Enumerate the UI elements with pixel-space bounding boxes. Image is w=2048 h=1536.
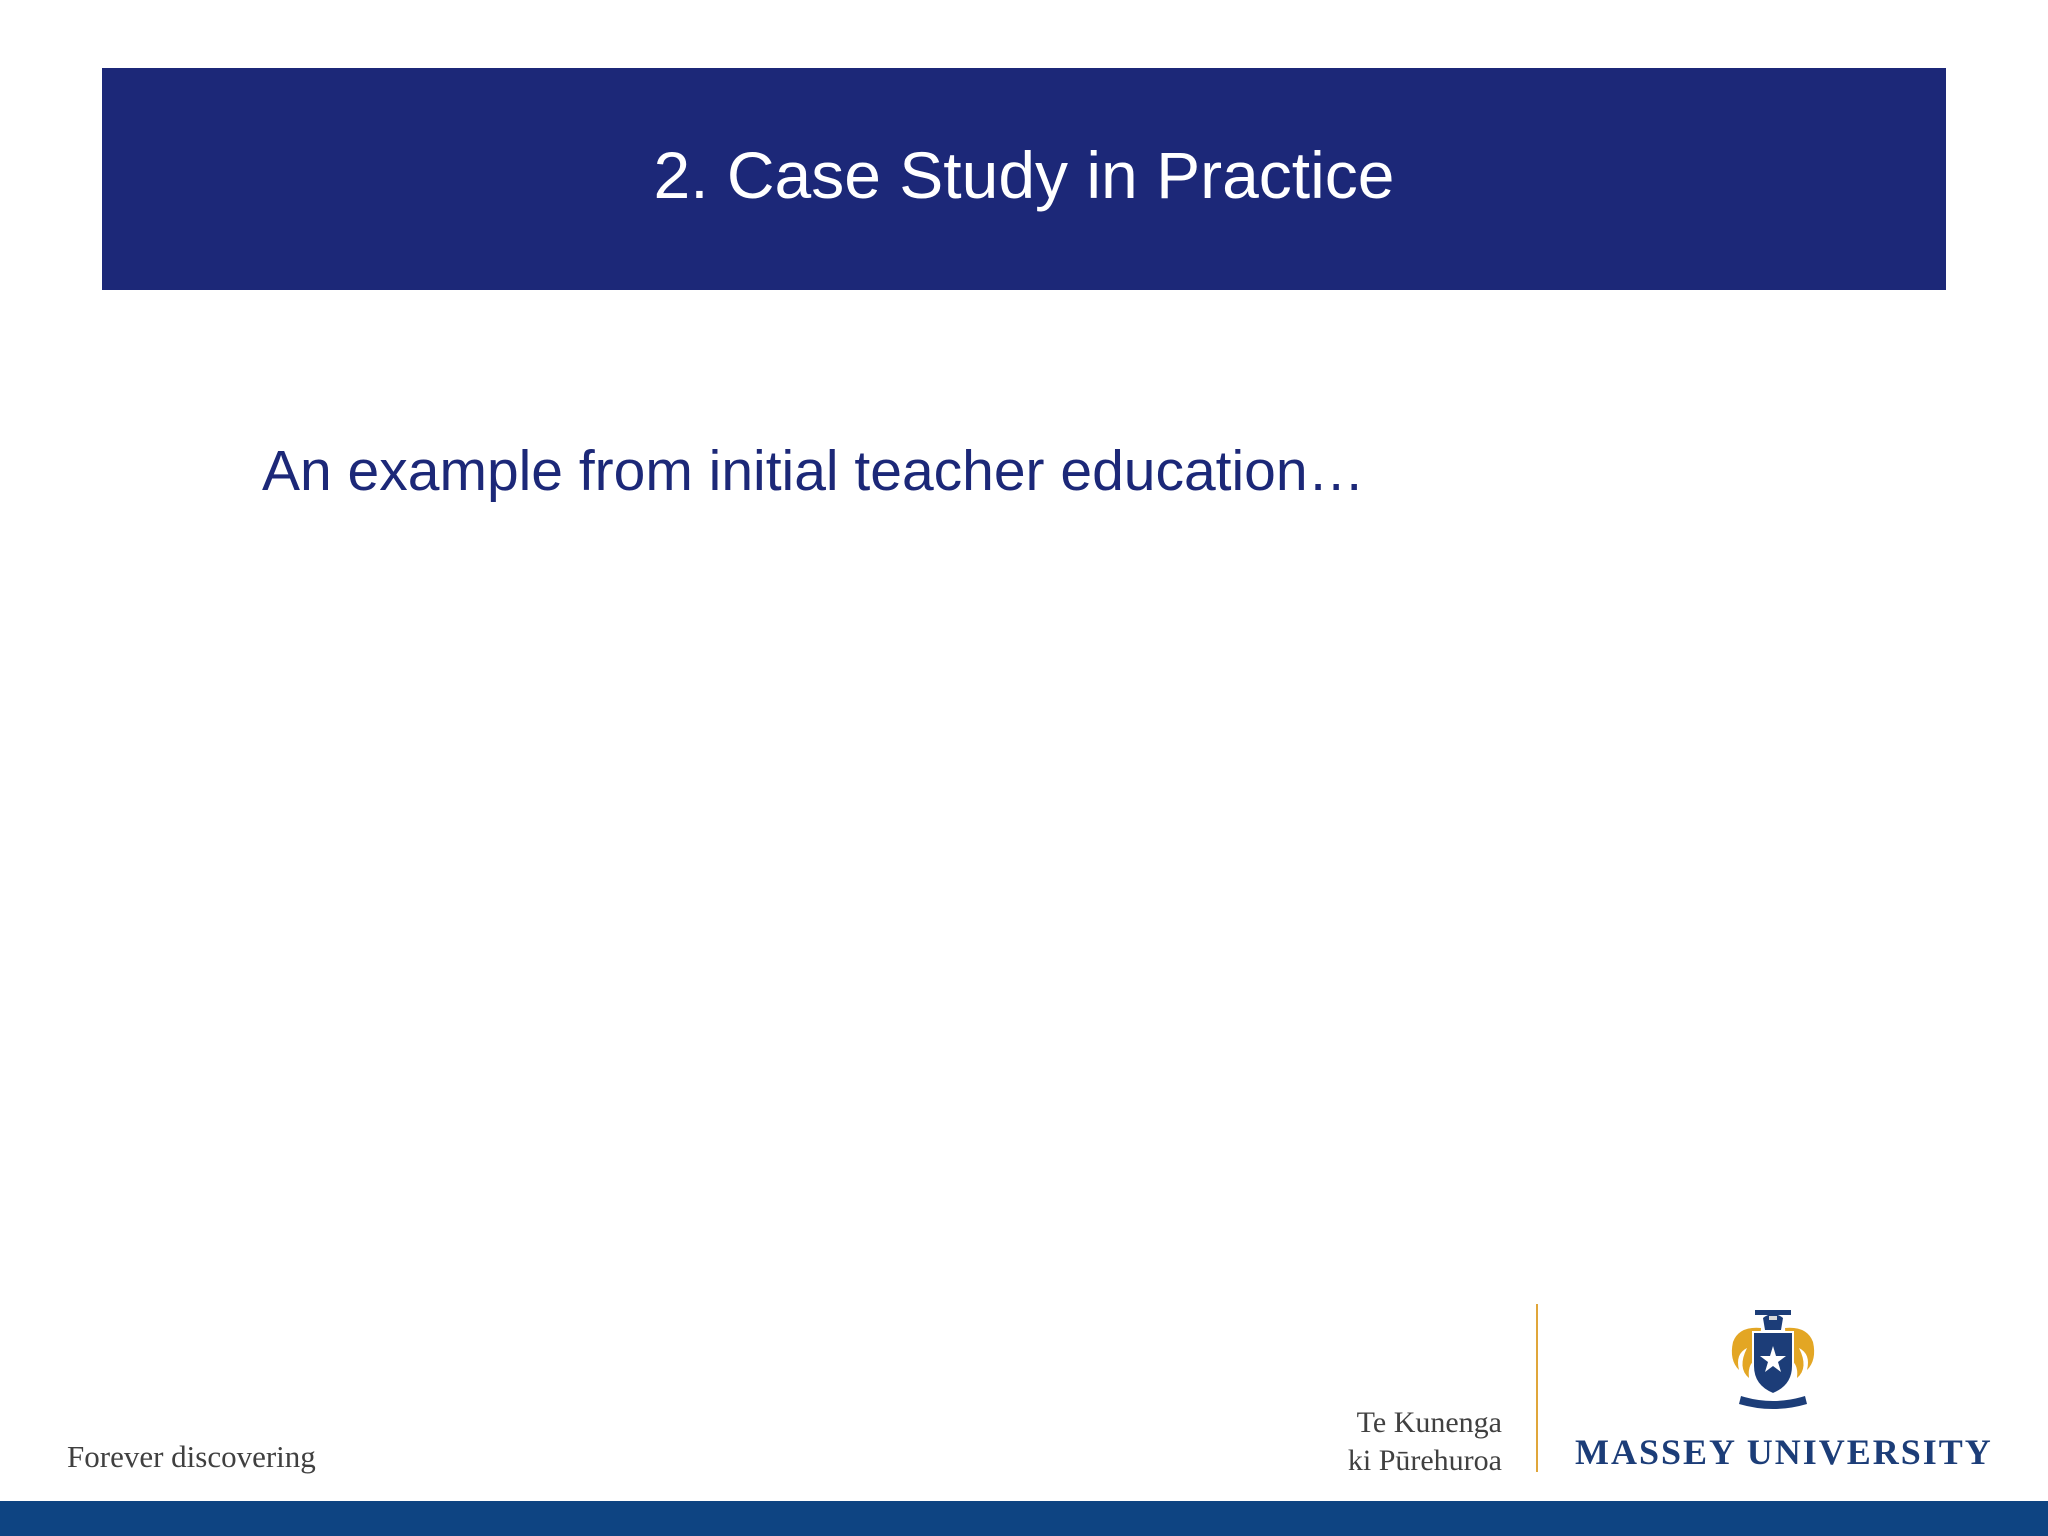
slide-title: 2. Case Study in Practice	[653, 138, 1395, 212]
logo-divider	[1536, 1304, 1538, 1472]
university-crest-icon	[1725, 1308, 1821, 1418]
maori-university-name	[1348, 1404, 1502, 1480]
footer-tagline: Forever discovering	[67, 1439, 316, 1474]
maori-name-line-1: Te Kunenga	[1356, 1406, 1502, 1439]
maori-name-line-2: ki Pūrehuroa	[1347, 1444, 1502, 1477]
title-banner	[102, 68, 1946, 290]
university-name: MASSEY UNIVERSITY	[1575, 1432, 1993, 1472]
bottom-bar	[0, 1501, 2048, 1536]
slide-body-text: An example from initial teacher education…	[262, 439, 1365, 503]
